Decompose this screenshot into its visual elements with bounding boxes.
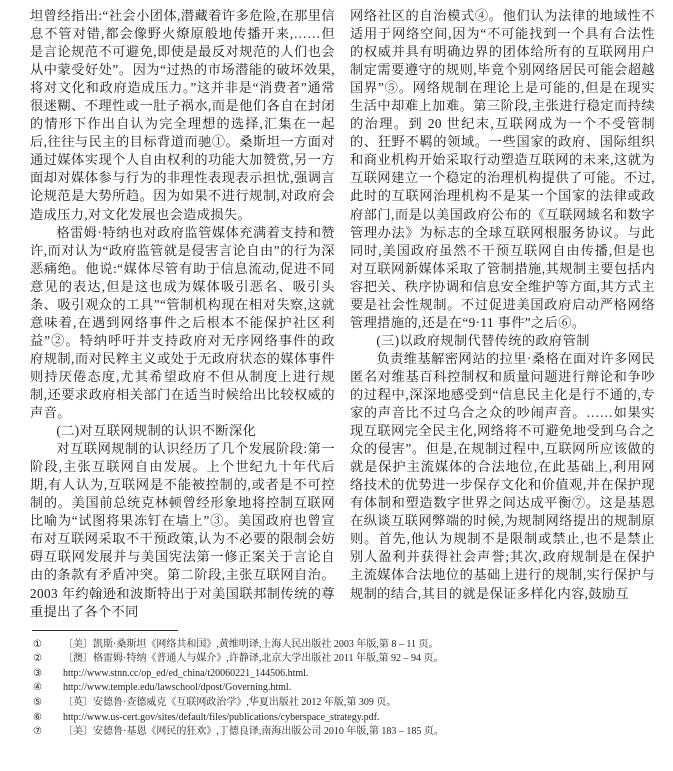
footnote-marker: ④ bbox=[33, 682, 42, 694]
left-column bbox=[30, 7, 335, 621]
footnote-text: http://www.temple.edu/lawschool/dpost/Governing.html. bbox=[63, 682, 292, 694]
right-column bbox=[350, 7, 655, 621]
footnote-text: http://www.us-cert.gov/sites/default/files/publications/cyberspace_strategy.pdf. bbox=[63, 711, 380, 723]
text-columns bbox=[30, 7, 655, 621]
footnote-text: 〔澳〕格雷姆·特纳《普通人与媒介》,许静译,北京大学出版社 2011 年版,第 92 – 94 页。 bbox=[63, 653, 444, 665]
footnote-text: 〔美〕凯斯·桑斯坦《网络共和国》,黄维明译,上海人民出版社 2003 年版,第 8 – 11 页。 bbox=[63, 638, 439, 650]
footnote-marker: ① bbox=[33, 638, 42, 650]
footnote-item bbox=[30, 725, 655, 740]
body-paragraph: 坦曾经指出:“社会小团体,潜藏着许多危险,在那里信息不管对错,都会像野火燎原般地传播开来,……但是言论规范不可避免,即使是最反对规范的人们也会从中蒙受好处”。因为“过热的市场潜能的破坏效果,将对文化和政府造成压力。”这并非是“消费者”通常很迷糊、不理性或一肚子祸水,而是他们各自在封闭的情形下作出自认为完全理想的选择,汇集在一起后,往往与民主的目标背道而驰①。桑斯坦一方面对通过媒体实现个人自由权利的功能大加赞赏,另一方面却对媒体参与行为的非理性表现表示担忧,强调言论规范是大势所趋。因为如果不进行规制,对政府会造成压力,对文化发展也会造成损失。 bbox=[30, 8, 335, 222]
footnote-text: http://www.stnn.cc/op_ed/ed_china/t20060221_144506.html. bbox=[63, 667, 309, 679]
body-paragraph: 对互联网规制的认识经历了几个发展阶段:第一阶段,主张互联网自由发展。上个世纪九十年代后期,有人认为,互联网是不能被控制的,或者是不可控制的。美国前总统克林顿曾经形象地将控制互联网比喻为“试图将果冻钉在墙上”③。美国政府也曾宣布对互联网采取不干预政策,认为不必要的限制会妨碍互联网发展并与美国宪法第一修正案关于言论自由的条款有矛盾冲突。第二阶段,主张互联网自治。2003 年约翰逊和波斯特出于对美国联邦制传统的尊重提出了各个不同 bbox=[30, 441, 335, 619]
body-paragraph: 格雷姆·特纳也对政府监管媒体充满着支持和赞许,而对认为“政府监管就是侵害言论自由”的行为深恶痛绝。他说:“媒体尽管有助于信息流动,促进不同意见的表达,但是这也成为媒体吸引恶名、吸引头条、吸引观众的工具”“管制机构现在相对失察,这就意味着,在遇到网络事件之后根本不能保护社区利益”②。特纳呼吁并支持政府对无序网络事件的政府规制,而对民粹主义或处于无政府状态的媒体事件则持厌倦态度,尤其希望政府不但从制度上进行规制,还要求政府相关部门在适当时候给出比较权威的声音。 bbox=[30, 224, 335, 421]
section-heading: (二)对互联网规制的认识不断深化 bbox=[56, 423, 257, 439]
body-paragraph: 负责维基解密网站的拉里·桑格在面对许多网民匿名对维基百科控制权和质量问题进行辩论和争吵的过程中,深深地感受到“信息民主化是行不通的,专家的声音比不过乌合之众的吵闹声音。……如果实现互联网完全民主化,网络将不可避免地受到乌合之众的侵害”。但是,在规制过程中,互联网所应该做的就是保护主流媒体的合法地位,在此基础上,利用网络技术的优势进一步保存文化和价值观,并在保护现有体制和塑造数字世界之间达成平衡⑦。这是基恩在纵谈互联网弊端的时候,为规制网络提出的规制原则。首先,他认为规制不是限制或禁止,也不是禁止别人盈利并获得社会声誉;其次,政府规制是在保护主流媒体合法地位的基础上进行的规制,实行保护与规制的结合,其目的就是保证多样化内容,鼓励互 bbox=[350, 350, 655, 601]
footnote-item bbox=[30, 681, 655, 696]
footnote-item bbox=[30, 652, 655, 667]
footnote-marker: ⑦ bbox=[33, 726, 42, 738]
body-paragraph: 网络社区的自治模式④。他们认为法律的地域性不适用于网络空间,因为“不可能找到一个具有合法性的权威并具有明确边界的团体给所有的互联网用户制定需要遵守的规则,毕竟个别网络居民可能会超越国界”⑤。网络规制在理论上是可能的,但是在现实生活中却难上加难。第三阶段,主张进行稳定而持续的治理。到 20 世纪末,互联网成为一个不受管制的、狂野不羁的领域。一些国家的政府、国际组织和商业机构开始采取行动塑造互联网的未来,这就为互联网建立一个稳定的治理机构提供了可能。不过,此时的互联网治理机构不是某一个国家的法律或政府部门,而是以美国政府公布的《互联网域名和数字管理办法》为标志的全球互联网根服务协议。与此同时,美国政府虽然不干预互联网自由传播,但是也对互联网新媒体采取了管制措施,其规制主要包括内容把关、秩序协调和信息安全维护等方面,其方式主要是社会性规制。不过促进美国政府启动严格网络管理措施的,还是在“9·11 事件”之后⑥。 bbox=[350, 8, 655, 330]
footnote-text: 〔美〕安德鲁·基恩《网民的狂欢》,丁德良译,南海出版公司 2010 年版,第 183 – 185 页。 bbox=[63, 726, 444, 738]
footnote-marker: ② bbox=[33, 653, 42, 665]
footnote-item bbox=[30, 696, 655, 711]
footnote-item bbox=[30, 711, 655, 726]
footnote-item bbox=[30, 638, 655, 653]
footnote-text: 〔英〕安德鲁·查德威克《互联网政治学》,华夏出版社 2012 年版,第 309 页。 bbox=[63, 696, 397, 708]
footnotes-section bbox=[30, 638, 655, 740]
footnote-separator bbox=[32, 630, 178, 631]
section-heading: (三)以政府规制代替传统的政府管制 bbox=[376, 332, 590, 348]
footnote-marker: ③ bbox=[33, 667, 42, 679]
footnote-item bbox=[30, 667, 655, 682]
footnote-marker: ⑤ bbox=[33, 696, 42, 708]
footnote-marker: ⑥ bbox=[33, 711, 42, 723]
